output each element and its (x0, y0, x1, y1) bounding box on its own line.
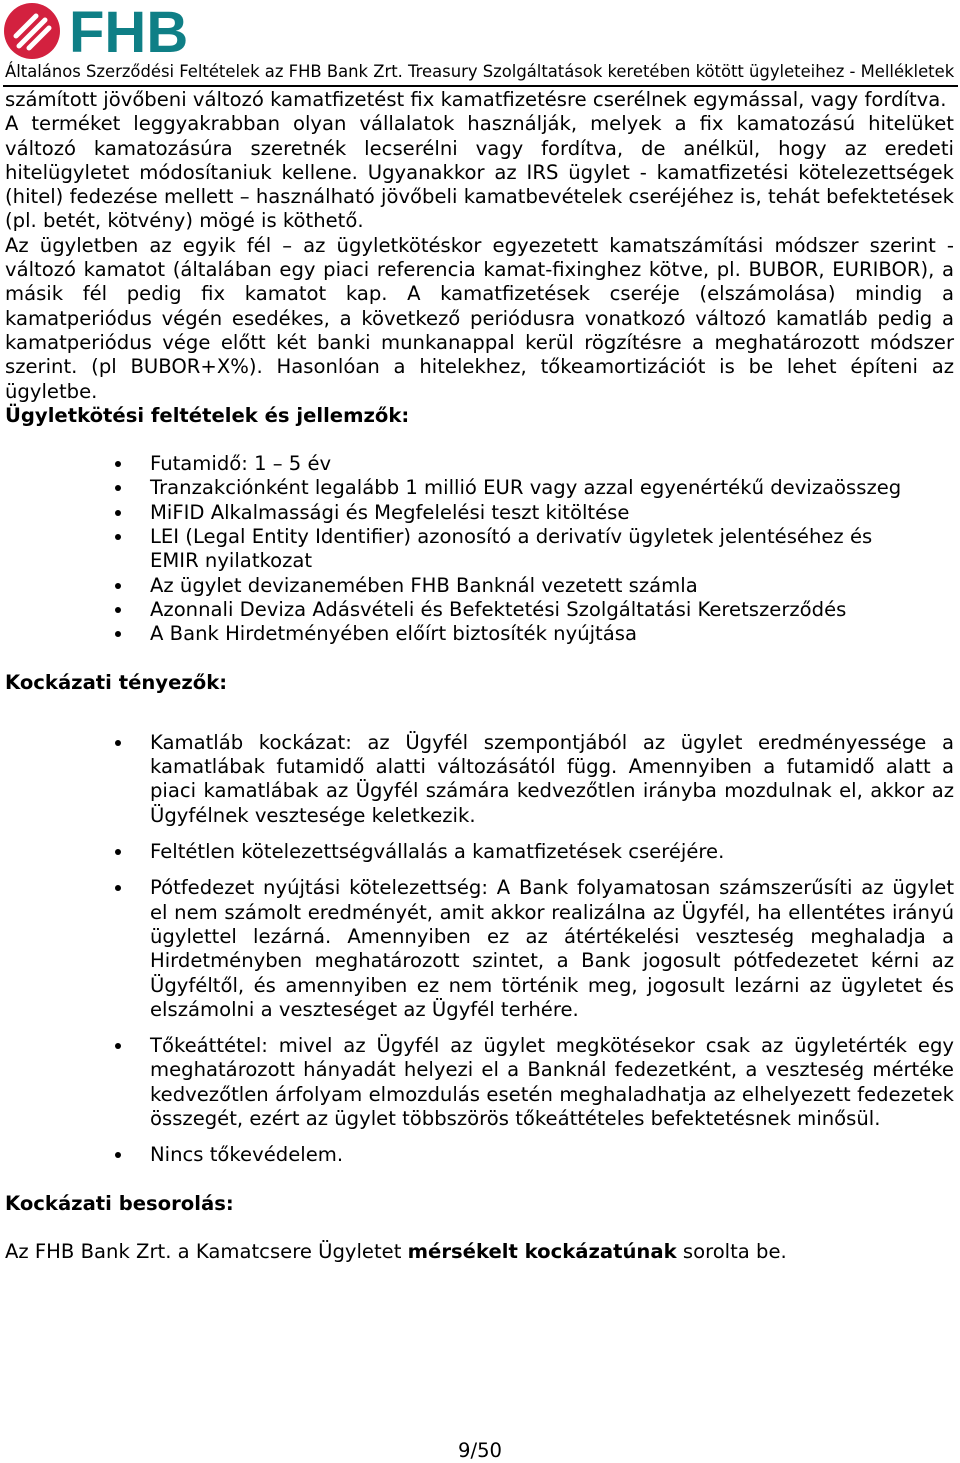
list-item: Tranzakciónként legalább 1 millió EUR vagy azzal egyenértékű devizaösszeg (5, 476, 954, 500)
paragraph-continuation: számított jövőbeni változó kamatfizetést fix kamatfizetésre cserélnek egymással, vagy fordítva. (5, 88, 947, 111)
list-item: Kamatláb kockázat: az Ügyfél szempontjából az ügylet eredményessége a kamatlábak futamidő alatti változásától függ. Amennyiben a futamidő alatt a piaci kamatlábak az Ügyfél számára kedvezőtlen irányba mozdulnak el, akkor az Ügyfélnek vesztesége keletkezik. (5, 731, 954, 828)
classification-prefix: Az FHB Bank Zrt. a Kamatcsere Ügyletet (5, 1239, 408, 1263)
document-header: Általános Szerződési Feltételek az FHB Bank Zrt. Treasury Szolgáltatások keretében kötött ügyleteihez - Mellékletek (5, 62, 955, 81)
list-item: LEI (Legal Entity Identifier) azonosító a derivatív ügyletek jelentéséhez és EMIR nyilatkozat (5, 525, 954, 574)
list-item: Pótfedezet nyújtási kötelezettség: A Bank folyamatosan számszerűsíti az ügylet el nem számolt eredményét, amit akkor realizálna az Ügyfél, ha ellentétes irányú ügylettel lezárná. Amennyiben ez az átértékelési veszteség meghaladja a Hirdetményben meghatározott szintet, a Bank jogosult pótfedezetet kérni az Ügyféltől, és amennyiben ez nem történik meg, jogosult lezárni az ügyletet és elszámolni a veszteséget az Ügyfél terhére. (5, 876, 954, 1022)
risks-heading: Kockázati tényezők: (5, 670, 228, 694)
paragraph-mechanics: Az ügyletben az egyik fél – az ügyletkötéskor egyezetett kamatszámítási módszer szerint - változó kamatot (általában egy piaci referencia kamat-fixinghez kötve, pl. BUBOR, EURIBOR), a másik fél pedig fix kamatot kap. A kamatfizetések cseréje (elszámolása) mindig a kamatperiódus végén esedékes, a következő periódusra vonatkozó változó kamatláb pedig a kamatperiódus vége előtt két banki munkanappal kerül rögzítésre a meghatározott módszer szerint. (pl BUBOR+X%). Hasonlóan a hitelekhez, tőkeamortizációt is be lehet építeni az ügyletbe. (5, 233, 954, 403)
page-content (5, 88, 954, 1264)
list-item: MiFID Alkalmassági és Megfelelési teszt kitöltése (5, 501, 954, 525)
risks-list (5, 731, 954, 1168)
header-divider (3, 85, 958, 87)
classification-text (5, 1240, 954, 1264)
list-item: Nincs tőkevédelem. (5, 1143, 954, 1167)
paragraph-usage: A terméket leggyakrabban olyan vállalatok használják, melyek a fix kamatozású hitelüket változó kamatozásúra szeretnék lecserélni vagy fordítva, de anélkül, hogy az eredeti hitelügyletet módosítaniuk kellene. Ugyanakkor az IRS ügylet - kamatfizetési kötelezettségek (hitel) fedezése mellett – használható jövőbeli kamatbevételek cseréjéhez is, tehát befektetések (pl. betét, kötvény) mögé is köthető. (5, 112, 954, 233)
list-item: Azonnali Deviza Adásvételi és Befektetési Szolgáltatási Keretszerződés (5, 598, 954, 622)
conditions-heading: Ügyletkötési feltételek és jellemzők: (5, 403, 410, 427)
page-number: 9/50 (458, 1439, 502, 1462)
logo-wordmark: FHB (69, 2, 189, 60)
fhb-logo-mark-icon (3, 2, 203, 60)
list-item: Az ügylet devizanemében FHB Banknál vezetett számla (5, 574, 954, 598)
list-item: Futamidő: 1 – 5 év (5, 452, 954, 476)
list-item: A Bank Hirdetményében előírt biztosíték nyújtása (5, 622, 954, 646)
list-item: Tőkeáttétel: mivel az Ügyfél az ügylet megkötésekor csak az ügyletérték egy meghatározott hányadát helyezi el a Banknál fedezetként, a veszteség mértéke kedvezőtlen árfolyam elmozdulás esetén meghaladhatja az elhelyezett fedezetek összegét, ezért az ügylet többszörös tőkeáttételes befektetésnek minősül. (5, 1034, 954, 1131)
classification-risk-level: mérsékelt kockázatúnak (407, 1239, 677, 1263)
classification-heading: Kockázati besorolás: (5, 1191, 234, 1215)
classification-suffix: sorolta be. (676, 1239, 787, 1263)
fhb-logo (3, 2, 203, 60)
list-item: Feltétlen kötelezettségvállalás a kamatfizetések cseréjére. (5, 840, 954, 864)
conditions-list (5, 452, 954, 646)
